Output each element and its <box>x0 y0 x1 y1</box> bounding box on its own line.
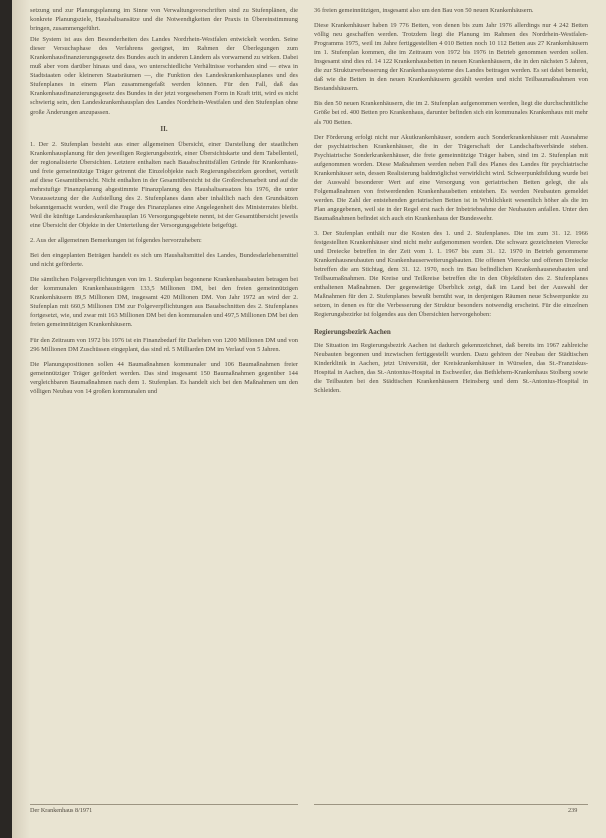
journal-title: Der Krankenhaus 8/1971 <box>30 807 93 814</box>
paragraph: Bei den eingeplanten Beträgen handelt es sich um Haushaltsmittel des Landes, Bundesdarlehensmittel und nicht geförderte. <box>30 252 298 269</box>
paragraph: 2. Aus der allgemeinen Bemerkungen ist folgendes hervorzuheben: <box>30 237 202 245</box>
paragraph: setzung und zur Planungsplanung im Sinne von Verwaltungsvorschriften sind zu Stufenplänen, die konkrete Planungsziele, Haushaltsansätze und die Notwendigkeiten der Praxis in Übereinstimmung bringen, zusammengeführt. <box>30 7 298 33</box>
paragraph: Die Situation im Regierungsbezirk Aachen ist dadurch gekennzeichnet, daß bereits im 1967 zahlreiche Neubauten begonnen und inzwischen fertiggestellt wurden. Dazu gehören der Neubau der Städtischen Kinderklinik in Aachen, jetzt Universität, der Kreiskrankenhäuser in Würselen, das St.-Franziskus-Hospital in Aachen, das St.-Antonius-Hospital in Eschweiler, das Bethlehem-Krankenhaus Stolberg sowie die Teilbauten bei den Städtischen Krankenhäusern Heinsberg und dem St.-Antonius-Hospital in Schleiden. <box>314 341 588 394</box>
paragraph: Der Förderung erfolgt nicht nur Akutkrankenhäuser, sondern auch Sonderkrankenhäuser mit Ausnahme der psychiatrischen Krankenhäuser, die in der Trägerschaft der Landschaftsverbände stehen. Psychiatrische Sonderkrankenhäuser, die freie gemeinnützige Träger haben, sind im 2. Stufenplan mit aufgenommen worden. Diese Maßnahmen werden neben Fall des Planes des Landes für psychiatrische Krankenhäuser sein, dessen Realisierung baldmöglichst verwirklicht wird. Schwerpunktbildung wurde bei der Auswahl besonderer Wert auf eine Versorgung von geriatrischen Betten gelegt, die als Folgemaßnahmen von freiwerdenden Krankenhausbetten entstehen. Es werden Neubauten gemeldet werden. Die Zahl der entstehenden geriatrischen Betten ist in Wirklichkeit wesentlich höher als die im Plan angegebenen, weil sie in der Regel erst nach der Inbetriebnahme der Neubauten anfallen. Unter den Baumaßnahmen befindet sich auch ein Krankenhaus der Bundeswehr. <box>314 133 588 222</box>
footer-rule <box>314 804 588 805</box>
page-number: 239 <box>568 807 578 814</box>
paragraph: Die sämtlichen Folgeverpflichtungen von im 1. Stufenplan begonnene Krankenhausbauten betragen bei der kommunalen Krankenhausträgern 133,5 Millionen DM, bei den freien gemeinnützigen Krankenhäusern 89,5 Millionen DM, insgesamt 420 Millionen DM. Von Jahr 1972 an wird der 2. Stufenplan mit 660,5 Millionen DM zur Folgeverpflichtungen aus Bauabschnitten des 2. Stufenplanes fortgesetzt, wie, und zwar mit 163 Millionen DM bei den kommunalen und 497,5 Millionen DM bei den freien gemeinnützigen Krankenhäusern. <box>30 276 298 329</box>
paragraph: Die Planungspositionen sollen 44 Baumaßnahmen kommunaler und 106 Baumaßnahmen freier gemeinnütziger Träger gefördert werden. Das sind insgesamt 150 Baumaßnahmen gegenüber 144 vergleichbaren Baumaßnahmen nach dem 1. Stufenplan. Es handelt sich bei den Maßnahmen um den völligen Neubau von 14 großen kommunalen und <box>30 360 298 395</box>
paragraph: Bis den 50 neuen Krankenhäusern, die im 2. Stufenplan aufgenommen werden, liegt die durchschnittliche Größe bei rd. 400 Betten pro Krankenhaus, darunter befinden sich ein kommunales Krankenhaus mit mehr als 700 Betten. <box>314 100 588 126</box>
paragraph: 36 freien gemeinnützigen, insgesamt also um den Bau von 50 neuen Krankenhäusern. <box>314 7 534 14</box>
paragraph: Diese Krankenhäuser haben 19 776 Betten, von denen bis zum Jahr 1976 allerdings nur 4 242 Betten völlig neu geschaffen werden. Trotzdem liegt die Planung im Rahmen des Nordrhein-Westfalen-Programms 1975, weil im Jahre fertiggestellten 4 010 Betten noch 10 112 Betten aus 27 Krankenhäusern im 1. Stufenplan kommen, die im Zeitraum von 1972 bis 1976 in Betrieb genommen werden sollen. Insgesamt sind dies rd. 14 122 Krankenhausbetten in neuen Krankenhäusern, die in den nächsten 5 Jahren, die zur Strukturverbesserung der Krankenhaussysteme des Landes beitragen werden. Es sei dabei bemerkt, daß wie die Betten in den neuen Krankenhäusern gezählt werden und nicht Teilbaumaßnahmen von Bestandshäusern. <box>314 22 588 93</box>
left-column <box>30 6 298 398</box>
paragraph: Für den Zeitraum von 1972 bis 1976 ist ein Finanzbedarf für Darlehen von 1200 Millionen DM und von 296 Millionen DM Zuschüssen eingeplant, das sind rd. 5 Milliarden DM im Verlauf von 5 Jahren. <box>30 336 298 353</box>
subheading: Regierungsbezirk Aachen <box>314 327 391 336</box>
scanned-page <box>12 0 606 838</box>
right-column <box>314 6 588 397</box>
section-number: II. <box>160 124 168 133</box>
paragraph: Die System ist aus den Besonderheiten des Landes Nordrhein-Westfalen entwickelt worden. Seine dieser Versuchsphase des Verfahrens geeignet, im Rahmen der Überlegungen zum Krankenhausfinanzierungsgesetz des Bundes auch in anderen Ländern als vorwarnend zu wirken. Dabei muß aber vom darüber hinaus und dass, wo unterschiedliche Verhältnisse vorhanden sind — etwa in Stadtstaaten oder kleineren Staatsräumen —, die Funktion des Landeskrankenhausplanes und des Stufenplanes in einem Plan zusammengefaßt werden können. Für den Fall, daß das Krankenhausfinanzierungsgesetz des Bundes in der jetzt vorgesehenen Form in Kraft tritt, wird es nicht schwierig sein, den Landeskrankenhausplan des Landes Nordrhein-Westfalen und den Stufenplan ohne große Änderungen anzupassen. <box>30 36 298 116</box>
paragraph: 3. Der Stufenplan enthält nur die Kosten des 1. und 2. Stufenplanes. Die im zum 31. 12. 1966 festgestellten Krankenhäuser sind nicht mehr aufgenommen worden. Die schwarz gezeichneten Vierecke und Dreiecke betreffen in der Zeit vom 1. 1. 1967 bis zum 31. 12. 1970 in Betrieb genommene Krankenhausneubauten und Krankenhauserweiterungsbauten. Die offenen Vierecke und offenen Dreiecke betreffen die am Stichtag, dem 31. 12. 1970, noch im Bau befindlichen Krankenhausneubauten und Teilbaumaßnahmen. Die Kreise und Teilkreise betreffen die in den Objektlisten des 2. Stufenplanes enthaltenen Maßnahmen. Der gegenwärtige Überblick zeigt, daß im Land bei der Auswahl der Maßnahmen für den 2. Stufenplanes bewußt bemüht war, in denjenigen Räumen neue Schwerpunkte zu setzen, in denen es für die Verbesserung der Struktur besonders notwendig erscheint. Für die einzelnen Regierungsbezirke ist folgendes aus den Übersichten hervorgehoben: <box>314 230 588 319</box>
footer-rule <box>30 804 298 805</box>
paragraph: 1. Der 2. Stufenplan besteht aus einer allgemeinen Übersicht, einer Darstellung der staatlichen Krankenhausplanung für den jeweiligen Regierungsbezirk, einer Übersichtskarte und dem Tabellenteil, der regionalisierte Übersichten. Letztere enthalten nach Bauabschnittsfällen Gründe für Krankenhaus- und freie gemeinnützige Träger getrennt die Einzelobjekte nach Regierungsbezirken geordnet, verteilt auf diese Gesamtübersicht. Nicht enthalten in der Gesamtübersicht ist die Großrechenarbeit und auf die mehrstufige Finanzplanung abgestimmte Finanzplanung des Haushaltsansatzes bis 1976, die unter Voraussetzung der die Aufstellung des 2. Stufenplanes dann aber inhaltlich nach den Grundsätzen bekanntgemacht wurden, weil die Frage des Finanzplanes eine Angelegenheit des Ministerrates bleibt. Weil die künftige Landeskrankenhausplan 16 Versorgungsgebiete nennt, ist der Gesamtübersicht jeweils eine Übersicht der Objekte in der Unterteilung der Versorgungsgebiete beigefügt. <box>30 140 298 230</box>
